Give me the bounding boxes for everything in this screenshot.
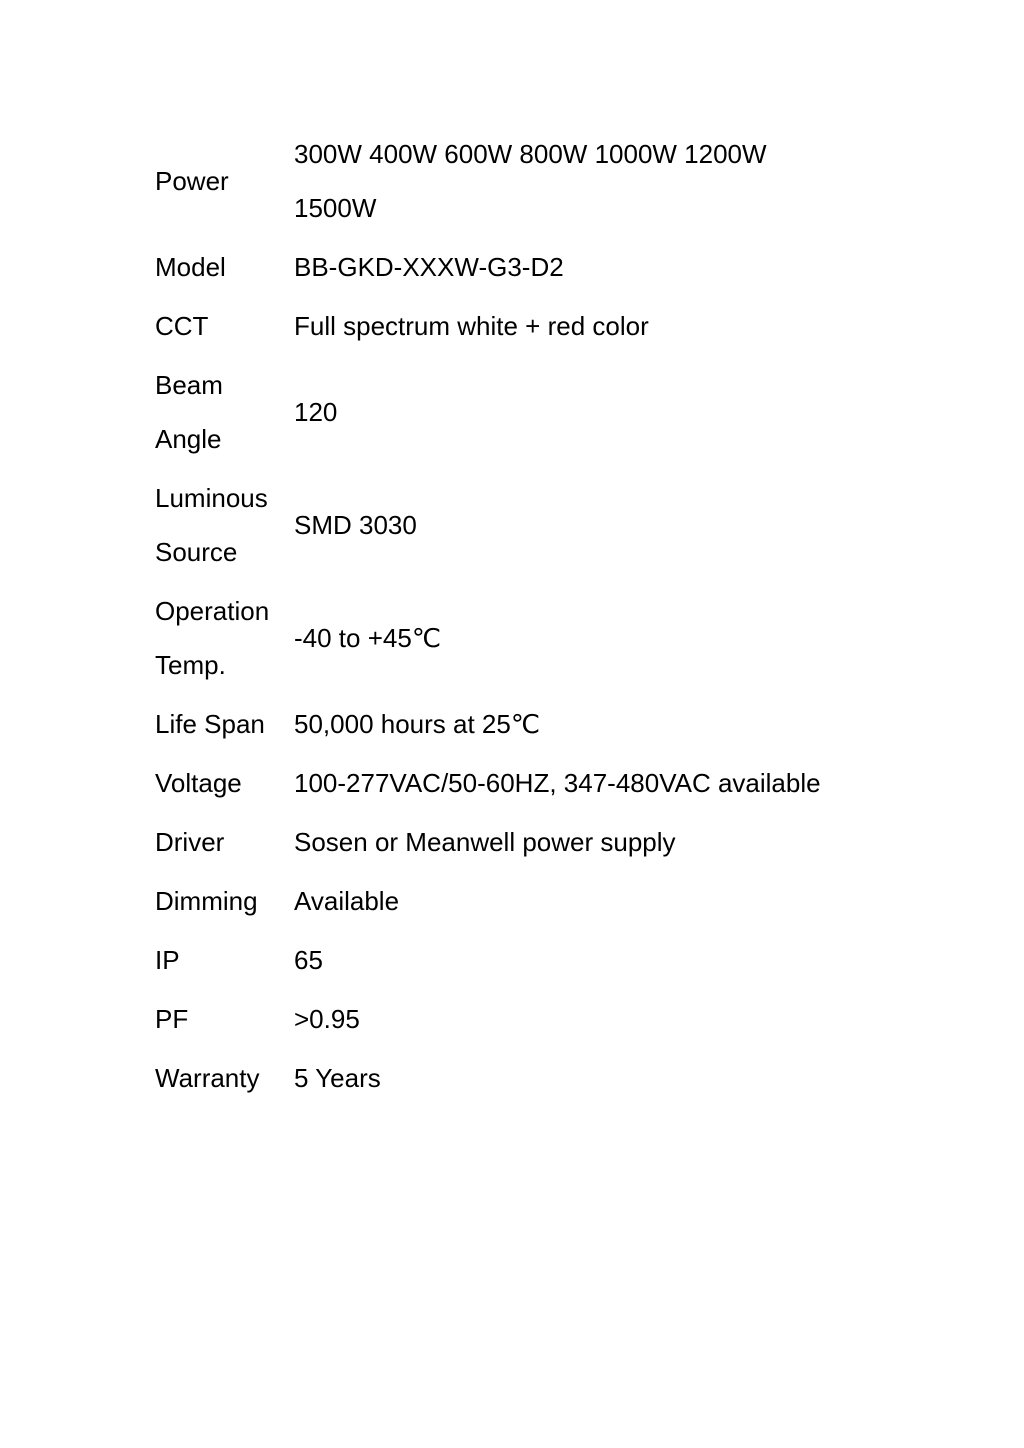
- spec-label: Luminous Source: [155, 483, 268, 567]
- spec-value: 65: [294, 945, 323, 975]
- spec-row-warranty: [155, 1051, 875, 1105]
- spec-row-driver: [155, 815, 875, 869]
- spec-value: -40 to +45℃: [294, 623, 442, 653]
- spec-label: CCT: [155, 311, 209, 341]
- spec-value: Sosen or Meanwell power supply: [294, 827, 676, 857]
- spec-row-voltage: [155, 756, 875, 810]
- spec-value: Available: [294, 886, 400, 916]
- spec-label: Dimming: [155, 886, 258, 916]
- spec-label: PF: [155, 1004, 189, 1034]
- spec-label: Life Span: [155, 709, 265, 739]
- spec-label: Power: [155, 166, 229, 196]
- spec-label: Model: [155, 252, 226, 282]
- spec-row-cct: [155, 299, 875, 353]
- spec-value: SMD 3030: [294, 510, 417, 540]
- spec-row-beam-angle: [155, 358, 875, 466]
- spec-value: BB-GKD-XXXW-G3-D2: [294, 252, 564, 282]
- spec-value: 5 Years: [294, 1063, 381, 1093]
- spec-row-power: [155, 127, 875, 235]
- spec-value: 100-277VAC/50-60HZ, 347-480VAC available: [294, 768, 821, 798]
- spec-label: Driver: [155, 827, 225, 857]
- spec-label: Voltage: [155, 768, 242, 798]
- spec-value: Full spectrum white + red color: [294, 311, 649, 341]
- spec-row-operation-temp: [155, 584, 875, 692]
- spec-value: 300W 400W 600W 800W 1000W 1200W 1500W: [294, 139, 767, 223]
- spec-label: Warranty: [155, 1063, 260, 1093]
- spec-label: Beam Angle: [155, 370, 223, 454]
- spec-row-dimming: [155, 874, 875, 928]
- spec-value: >0.95: [294, 1004, 360, 1034]
- spec-row-model: [155, 240, 875, 294]
- spec-row-ip: [155, 933, 875, 987]
- spec-row-life-span: [155, 697, 875, 751]
- spec-table: [155, 127, 875, 1110]
- spec-row-pf: [155, 992, 875, 1046]
- spec-value: 120: [294, 397, 338, 427]
- spec-label: Operation Temp.: [155, 596, 270, 680]
- spec-value: 50,000 hours at 25℃: [294, 709, 541, 739]
- spec-label: IP: [155, 945, 180, 975]
- spec-row-luminous-source: [155, 471, 875, 579]
